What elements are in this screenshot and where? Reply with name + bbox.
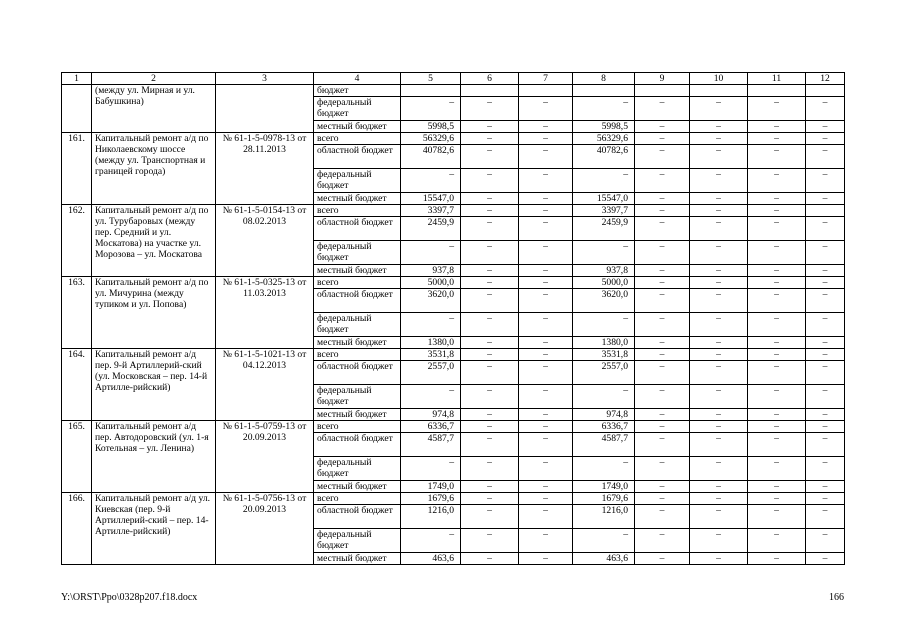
amount-cell	[806, 205, 845, 217]
amount-cell: –	[573, 313, 635, 337]
funding-source-label: федеральный бюджет	[314, 313, 401, 337]
amount-cell: –	[635, 133, 690, 145]
amount-cell: –	[690, 277, 748, 289]
amount-cell: –	[461, 385, 519, 409]
approval-document: № 61-1-5-0154-13 от 08.02.2013	[216, 205, 314, 277]
amount-cell: 15547,0	[401, 193, 461, 205]
amount-cell: 3397,7	[401, 205, 461, 217]
amount-cell: –	[690, 385, 748, 409]
amount-cell: –	[635, 505, 690, 529]
amount-cell: –	[519, 385, 573, 409]
amount-cell: –	[635, 433, 690, 457]
amount-cell: –	[748, 385, 806, 409]
approval-document: № 61-1-5-0759-13 от 20.09.2013	[216, 421, 314, 493]
amount-cell: –	[635, 349, 690, 361]
funding-source-label: федеральный бюджет	[314, 457, 401, 481]
table-row	[62, 493, 845, 505]
amount-cell: –	[748, 193, 806, 205]
funding-source-label: федеральный бюджет	[314, 529, 401, 553]
amount-cell: –	[690, 505, 748, 529]
amount-cell: –	[519, 409, 573, 421]
amount-cell	[690, 85, 748, 97]
amount-cell: –	[806, 289, 845, 313]
amount-cell: 56329,6	[573, 133, 635, 145]
amount-cell: –	[635, 145, 690, 169]
funding-source-label: федеральный бюджет	[314, 241, 401, 265]
amount-cell: –	[519, 481, 573, 493]
amount-cell: –	[519, 169, 573, 193]
funding-source-label: местный бюджет	[314, 481, 401, 493]
funding-source-label: местный бюджет	[314, 337, 401, 349]
amount-cell: –	[806, 421, 845, 433]
amount-cell: 1749,0	[573, 481, 635, 493]
amount-cell: –	[461, 265, 519, 277]
column-number: 9	[635, 73, 690, 85]
amount-cell: –	[461, 241, 519, 265]
funding-source-label: местный бюджет	[314, 193, 401, 205]
amount-cell: –	[690, 241, 748, 265]
column-number: 3	[216, 73, 314, 85]
amount-cell: 2557,0	[573, 361, 635, 385]
approval-document	[216, 85, 314, 133]
amount-cell: –	[573, 457, 635, 481]
amount-cell: 1216,0	[573, 505, 635, 529]
amount-cell: –	[519, 493, 573, 505]
column-number: 4	[314, 73, 401, 85]
amount-cell: –	[401, 529, 461, 553]
amount-cell: 5998,5	[401, 121, 461, 133]
amount-cell: 463,6	[401, 553, 461, 565]
approval-document: № 61-1-5-0978-13 от 28.11.2013	[216, 133, 314, 205]
amount-cell: –	[635, 265, 690, 277]
amount-cell: –	[635, 421, 690, 433]
amount-cell: –	[748, 241, 806, 265]
table-row	[62, 277, 845, 289]
funding-source-label: областной бюджет	[314, 289, 401, 313]
project-name: Капитальный ремонт а/д пер. 9-й Артиллерий-ский (ул. Московская – пер. 14-й Артилле-рийский)	[92, 349, 216, 421]
amount-cell: –	[635, 289, 690, 313]
amount-cell: –	[461, 217, 519, 241]
amount-cell: –	[690, 145, 748, 169]
amount-cell: –	[748, 265, 806, 277]
amount-cell: 937,8	[401, 265, 461, 277]
table-row	[62, 421, 845, 433]
table-row	[62, 349, 845, 361]
project-number: 161.	[62, 133, 92, 205]
amount-cell: 56329,6	[401, 133, 461, 145]
amount-cell: 2459,9	[401, 217, 461, 241]
funding-source-label: местный бюджет	[314, 121, 401, 133]
amount-cell: –	[635, 529, 690, 553]
funding-source-label: бюджет	[314, 85, 401, 97]
amount-cell: –	[519, 505, 573, 529]
funding-source-label: федеральный бюджет	[314, 97, 401, 121]
amount-cell: –	[461, 277, 519, 289]
amount-cell: –	[573, 385, 635, 409]
amount-cell: –	[573, 169, 635, 193]
amount-cell: 1216,0	[401, 505, 461, 529]
amount-cell: –	[635, 493, 690, 505]
amount-cell: –	[461, 97, 519, 121]
approval-document: № 61-1-5-0756-13 от 20.09.2013	[216, 493, 314, 565]
amount-cell: –	[461, 349, 519, 361]
amount-cell: –	[806, 553, 845, 565]
amount-cell: 40782,6	[401, 145, 461, 169]
amount-cell: –	[748, 481, 806, 493]
amount-cell: 3620,0	[573, 289, 635, 313]
project-number: 165.	[62, 421, 92, 493]
amount-cell: –	[748, 421, 806, 433]
amount-cell: –	[690, 433, 748, 457]
funding-source-label: всего	[314, 133, 401, 145]
approval-document: № 61-1-5-0325-13 от 11.03.2013	[216, 277, 314, 349]
amount-cell	[806, 85, 845, 97]
amount-cell: –	[690, 553, 748, 565]
amount-cell: –	[635, 337, 690, 349]
amount-cell	[519, 85, 573, 97]
funding-source-label: всего	[314, 277, 401, 289]
amount-cell: –	[748, 217, 806, 241]
amount-cell: 4587,7	[573, 433, 635, 457]
project-name: (между ул. Мирная и ул. Бабушкина)	[92, 85, 216, 133]
amount-cell: 1380,0	[573, 337, 635, 349]
amount-cell: 4587,7	[401, 433, 461, 457]
amount-cell: –	[806, 169, 845, 193]
amount-cell: –	[519, 361, 573, 385]
table-body	[62, 73, 845, 565]
amount-cell: –	[401, 457, 461, 481]
amount-cell: –	[748, 145, 806, 169]
amount-cell: –	[690, 217, 748, 241]
amount-cell: –	[806, 433, 845, 457]
amount-cell: –	[690, 121, 748, 133]
amount-cell: –	[461, 313, 519, 337]
amount-cell: –	[401, 241, 461, 265]
amount-cell: –	[635, 409, 690, 421]
amount-cell: –	[806, 277, 845, 289]
amount-cell: 3531,8	[573, 349, 635, 361]
amount-cell: –	[748, 457, 806, 481]
amount-cell: –	[690, 421, 748, 433]
amount-cell: –	[690, 265, 748, 277]
amount-cell: 3620,0	[401, 289, 461, 313]
funding-source-label: местный бюджет	[314, 409, 401, 421]
amount-cell: –	[461, 205, 519, 217]
column-number: 8	[573, 73, 635, 85]
amount-cell	[635, 85, 690, 97]
amount-cell: 1679,6	[401, 493, 461, 505]
project-name: Капитальный ремонт а/д по Николаевскому шоссе (между ул. Транспортная и границей города)	[92, 133, 216, 205]
funding-source-label: всего	[314, 205, 401, 217]
amount-cell: –	[519, 193, 573, 205]
amount-cell: –	[461, 457, 519, 481]
amount-cell: –	[690, 481, 748, 493]
amount-cell: –	[635, 121, 690, 133]
amount-cell: 2557,0	[401, 361, 461, 385]
table-row	[62, 205, 845, 217]
amount-cell: 15547,0	[573, 193, 635, 205]
amount-cell: –	[806, 97, 845, 121]
amount-cell: 1749,0	[401, 481, 461, 493]
amount-cell: –	[519, 349, 573, 361]
amount-cell: –	[635, 169, 690, 193]
amount-cell: –	[519, 265, 573, 277]
amount-cell: –	[690, 337, 748, 349]
funding-source-label: всего	[314, 421, 401, 433]
amount-cell: 3397,7	[573, 205, 635, 217]
funding-source-label: федеральный бюджет	[314, 385, 401, 409]
amount-cell	[748, 85, 806, 97]
table-row	[62, 133, 845, 145]
amount-cell: –	[573, 241, 635, 265]
amount-cell: –	[519, 133, 573, 145]
amount-cell: –	[461, 529, 519, 553]
project-name: Капитальный ремонт а/д по ул. Турубаровых (между пер. Средний и ул. Москатова) на участке ул. Морозова – ул. Москатова	[92, 205, 216, 277]
amount-cell: –	[690, 313, 748, 337]
amount-cell: 5998,5	[573, 121, 635, 133]
funding-source-label: местный бюджет	[314, 553, 401, 565]
amount-cell: –	[748, 529, 806, 553]
amount-cell: –	[519, 421, 573, 433]
amount-cell: –	[748, 493, 806, 505]
amount-cell: 6336,7	[401, 421, 461, 433]
amount-cell: –	[461, 433, 519, 457]
amount-cell: –	[806, 493, 845, 505]
amount-cell: –	[748, 169, 806, 193]
amount-cell: –	[635, 241, 690, 265]
amount-cell: –	[461, 361, 519, 385]
project-name: Капитальный ремонт а/д по ул. Мичурина (между тупиком и ул. Попова)	[92, 277, 216, 349]
amount-cell: –	[806, 133, 845, 145]
amount-cell: –	[519, 277, 573, 289]
amount-cell: –	[401, 97, 461, 121]
funding-source-label: областной бюджет	[314, 433, 401, 457]
budget-table	[61, 72, 845, 565]
amount-cell: –	[690, 97, 748, 121]
amount-cell: –	[635, 457, 690, 481]
column-number: 5	[401, 73, 461, 85]
amount-cell: –	[461, 169, 519, 193]
amount-cell: 463,6	[573, 553, 635, 565]
column-number: 7	[519, 73, 573, 85]
amount-cell	[401, 85, 461, 97]
project-number: 164.	[62, 349, 92, 421]
amount-cell: –	[635, 313, 690, 337]
amount-cell: –	[806, 217, 845, 241]
funding-source-label: всего	[314, 349, 401, 361]
amount-cell: 974,8	[401, 409, 461, 421]
amount-cell: 5000,0	[573, 277, 635, 289]
amount-cell: 3531,8	[401, 349, 461, 361]
amount-cell: –	[690, 169, 748, 193]
amount-cell: –	[635, 385, 690, 409]
amount-cell: –	[461, 193, 519, 205]
page-number: 166	[829, 592, 844, 603]
amount-cell: –	[748, 289, 806, 313]
amount-cell: –	[635, 481, 690, 493]
amount-cell: –	[806, 409, 845, 421]
amount-cell: –	[461, 121, 519, 133]
amount-cell: –	[806, 457, 845, 481]
amount-cell: –	[748, 337, 806, 349]
approval-document: № 61-1-5-1021-13 от 04.12.2013	[216, 349, 314, 421]
amount-cell: –	[635, 277, 690, 289]
amount-cell: 937,8	[573, 265, 635, 277]
amount-cell: –	[635, 193, 690, 205]
funding-source-label: областной бюджет	[314, 145, 401, 169]
amount-cell: –	[635, 361, 690, 385]
funding-source-label: областной бюджет	[314, 217, 401, 241]
amount-cell: –	[806, 313, 845, 337]
amount-cell: –	[748, 97, 806, 121]
amount-cell: 2459,9	[573, 217, 635, 241]
amount-cell: –	[635, 217, 690, 241]
amount-cell: –	[519, 145, 573, 169]
amount-cell: –	[690, 133, 748, 145]
amount-cell: –	[806, 529, 845, 553]
project-number: 162.	[62, 205, 92, 277]
amount-cell: –	[806, 337, 845, 349]
funding-source-label: областной бюджет	[314, 505, 401, 529]
amount-cell: –	[519, 289, 573, 313]
amount-cell: –	[690, 289, 748, 313]
amount-cell: –	[635, 205, 690, 217]
amount-cell: –	[690, 493, 748, 505]
amount-cell: –	[748, 313, 806, 337]
project-number	[62, 85, 92, 133]
funding-source-label: местный бюджет	[314, 265, 401, 277]
amount-cell: –	[519, 313, 573, 337]
amount-cell: –	[519, 241, 573, 265]
column-number: 10	[690, 73, 748, 85]
amount-cell: –	[519, 217, 573, 241]
amount-cell: –	[690, 205, 748, 217]
column-number-row	[62, 73, 845, 85]
amount-cell: –	[519, 97, 573, 121]
amount-cell: –	[461, 133, 519, 145]
column-number: 12	[806, 73, 845, 85]
amount-cell: –	[806, 385, 845, 409]
column-number: 11	[748, 73, 806, 85]
amount-cell: 974,8	[573, 409, 635, 421]
amount-cell: –	[461, 289, 519, 313]
table-row	[62, 85, 845, 97]
amount-cell: –	[690, 361, 748, 385]
amount-cell: –	[690, 409, 748, 421]
project-number: 166.	[62, 493, 92, 565]
amount-cell: –	[806, 481, 845, 493]
amount-cell: –	[748, 121, 806, 133]
amount-cell: –	[690, 193, 748, 205]
amount-cell: –	[461, 493, 519, 505]
project-name: Капитальный ремонт а/д ул. Киевская (пер. 9-й Артиллерий-ский – пер. 14-Артилле-рийский)	[92, 493, 216, 565]
file-path: Y:\ORST\Ppo\0328p207.f18.docx	[61, 592, 198, 603]
amount-cell: –	[748, 553, 806, 565]
amount-cell: –	[519, 553, 573, 565]
column-number: 6	[461, 73, 519, 85]
amount-cell: –	[461, 505, 519, 529]
amount-cell: –	[519, 433, 573, 457]
amount-cell: –	[461, 553, 519, 565]
amount-cell: –	[748, 361, 806, 385]
amount-cell: –	[806, 145, 845, 169]
amount-cell: –	[748, 433, 806, 457]
amount-cell	[461, 85, 519, 97]
amount-cell: –	[461, 421, 519, 433]
amount-cell: –	[519, 205, 573, 217]
amount-cell: 1380,0	[401, 337, 461, 349]
amount-cell: –	[690, 529, 748, 553]
amount-cell: 1679,6	[573, 493, 635, 505]
project-number: 163.	[62, 277, 92, 349]
amount-cell: –	[401, 169, 461, 193]
amount-cell: –	[461, 145, 519, 169]
amount-cell: –	[401, 385, 461, 409]
amount-cell	[573, 85, 635, 97]
amount-cell: –	[806, 361, 845, 385]
column-number: 1	[62, 73, 92, 85]
project-name: Капитальный ремонт а/д пер. Автодоровский (ул. 1-я Котельная – ул. Ленина)	[92, 421, 216, 493]
amount-cell: –	[519, 457, 573, 481]
amount-cell: –	[806, 193, 845, 205]
amount-cell: –	[461, 409, 519, 421]
amount-cell: 6336,7	[573, 421, 635, 433]
amount-cell: –	[401, 313, 461, 337]
amount-cell: 40782,6	[573, 145, 635, 169]
amount-cell: 5000,0	[401, 277, 461, 289]
amount-cell: –	[519, 529, 573, 553]
amount-cell: –	[806, 241, 845, 265]
amount-cell: –	[573, 97, 635, 121]
column-number: 2	[92, 73, 216, 85]
amount-cell: –	[748, 349, 806, 361]
amount-cell: –	[806, 349, 845, 361]
amount-cell: –	[690, 349, 748, 361]
amount-cell: –	[690, 457, 748, 481]
funding-source-label: всего	[314, 493, 401, 505]
amount-cell: –	[748, 133, 806, 145]
amount-cell: –	[461, 481, 519, 493]
amount-cell: –	[748, 505, 806, 529]
amount-cell: –	[519, 121, 573, 133]
amount-cell: –	[519, 337, 573, 349]
amount-cell: –	[748, 205, 806, 217]
amount-cell: –	[748, 277, 806, 289]
amount-cell: –	[806, 121, 845, 133]
amount-cell: –	[573, 529, 635, 553]
amount-cell: –	[461, 337, 519, 349]
amount-cell: –	[635, 553, 690, 565]
amount-cell: –	[748, 409, 806, 421]
amount-cell: –	[806, 265, 845, 277]
amount-cell: –	[806, 505, 845, 529]
funding-source-label: федеральный бюджет	[314, 169, 401, 193]
funding-source-label: областной бюджет	[314, 361, 401, 385]
amount-cell: –	[635, 97, 690, 121]
